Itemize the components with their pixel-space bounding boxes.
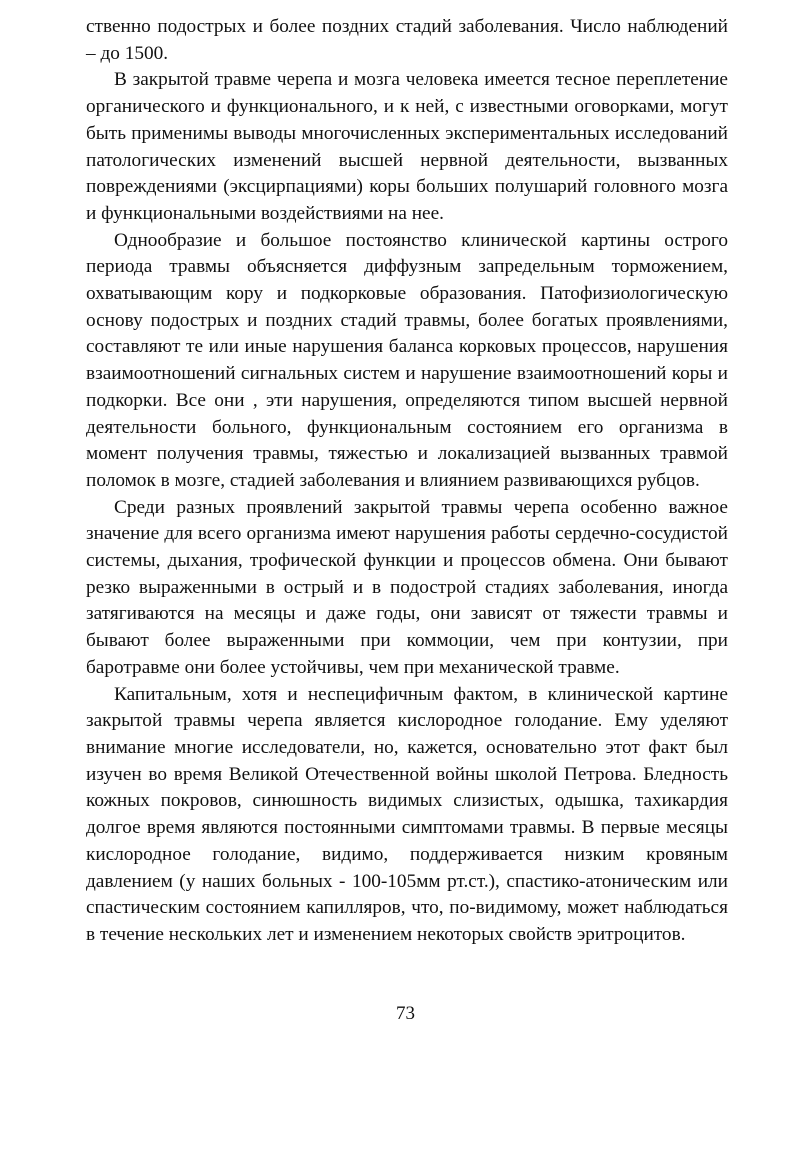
paragraph-5: Капитальным, хотя и неспецифичным фактом, в клинической картине закрытой травмы черепа является кислородное голодание. Ему уделяют внимание многие исследователи, но, кажется, основательно этот факт был изучен во время Великой Отечественной войны школой Петрова. Бледность кожных покровов, синюшность видимых слизистых, одышка, тахикардия долгое время являются постоянными симптомами травмы. В первые месяцы кислородное голодание, видимо, поддерживается низким кровяным давлением (у наших больных - 100-105мм рт.ст.), спастико-атоническим или спастическим состоянием капилляров, что, по-видимому, может наблюдаться в течение нескольких лет и изменением некоторых свойств эритроцитов. [86,683,728,945]
paragraph-1: ственно подострых и более поздних стадий заболевания. Число наблюдений – до 1500. [86,16,728,64]
paragraph-3: Однообразие и большое постоянство клинической картины острого периода травмы объясняется диффузным запредельным торможением, охватывающим кору и подкорковые образования. Патофизиологическую основу подострых и поздних стадий травмы, более богатых проявлениями, составляют те или иные нарушения баланса корковых процессов, нарушения взаимоотношений сигнальных систем и нарушение взаимоотношений коры и подкорки. Все они , эти нарушения, определяются типом высшей нервной деятельности больного, функциональным состоянием его организма в момент получения травмы, тяжестью и локализацией вызванных травмой поломок в мозге, стадией заболевания и влиянием развивающихся рубцов. [86,229,728,491]
paragraph-2: В закрытой травме черепа и мозга человека имеется тесное переплетение органического и функционального, и к ней, с известными оговорками, могут быть применимы выводы многочисленных экспериментальных исследований патологических изменений высшей нервной деятельности, вызванных повреждениями (эксцирпациями) коры больших полушарий головного мозга и функциональными воздействиями на нее. [86,69,728,224]
page-number: 73 [396,1003,415,1024]
page-body [86,14,728,949]
paragraph-4: Среди разных проявлений закрытой травмы черепа особенно важное значение для всего организма имеют нарушения работы сердечно-сосудистой системы, дыхания, трофической функции и процессов обмена. Они бывают резко выраженными в острый и в подострой стадиях заболевания, иногда затягиваются на месяцы и даже годы, они зависят от тяжести травмы и бывают более выраженными при коммоции, чем при контузии, при баротравме они более устойчивы, чем при механической травме. [86,496,728,678]
